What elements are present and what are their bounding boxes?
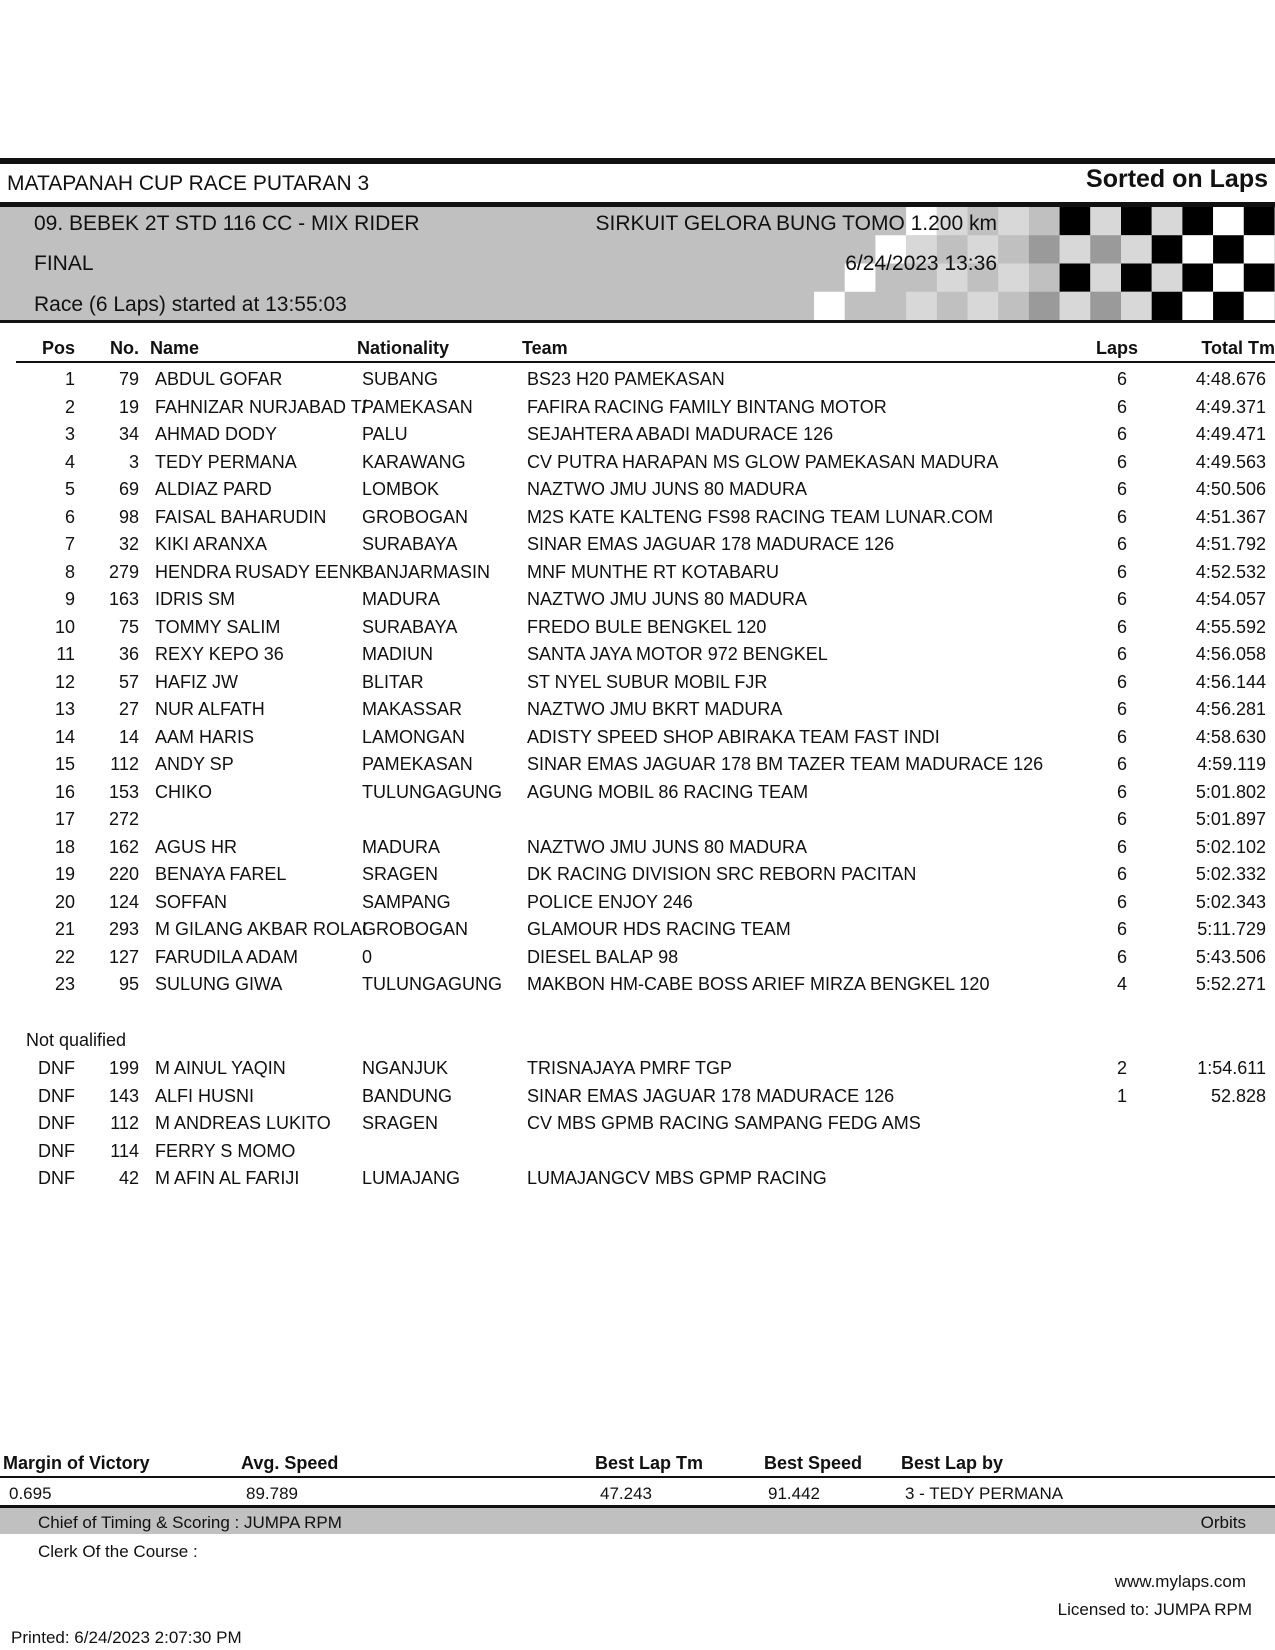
result-team: ADISTY SPEED SHOP ABIRAKA TEAM FAST INDI: [527, 726, 940, 747]
result-rider-name: M GILANG AKBAR ROLAI: [155, 919, 368, 939]
licensed-to: Licensed to: JUMPA RPM: [1057, 1600, 1252, 1619]
event-title: MATAPANAH CUP RACE PUTARAN 3: [7, 172, 370, 195]
result-pos: 10: [54, 616, 75, 637]
col-header-name: Name: [150, 338, 200, 358]
result-laps: 6: [1116, 754, 1127, 774]
result-pos: 19: [54, 864, 75, 884]
best-lap-tm-label: Best Lap Tm: [595, 1453, 704, 1473]
result-rider-name: HENDRA RUSADY EENK: [155, 561, 364, 582]
result-total-time: 4:50.506: [1195, 479, 1266, 499]
dnf-pos: DNF: [38, 1168, 75, 1188]
result-pos: 14: [54, 726, 75, 747]
result-rider-name: CHIKO: [155, 781, 213, 802]
result-team: SANTA JAYA MOTOR 972 BENGKEL: [527, 644, 828, 664]
result-rider-name: FAISAL BAHARUDIN: [155, 506, 327, 527]
result-nationality: MADIUN: [362, 644, 433, 664]
result-pos: 12: [54, 671, 75, 692]
result-number: 3: [128, 451, 139, 472]
result-pos: 21: [54, 919, 75, 939]
dnf-number: 143: [108, 1085, 139, 1106]
result-pos: 8: [64, 561, 75, 582]
dnf-rider-name: M AFIN AL FARIJI: [155, 1168, 300, 1188]
result-rider-name: ANDY SP: [155, 754, 234, 774]
best-speed-value: 91.442: [768, 1484, 820, 1503]
result-pos: 3: [64, 424, 75, 444]
result-team: DIESEL BALAP 98: [527, 946, 679, 967]
dnf-number: 199: [108, 1058, 139, 1078]
result-laps: 6: [1116, 369, 1127, 389]
result-nationality: SURABAYA: [362, 616, 458, 637]
result-rider-name: FARUDILA ADAM: [155, 946, 299, 967]
result-laps: 6: [1116, 864, 1127, 884]
result-total-time: 5:43.506: [1195, 946, 1266, 967]
result-team: ST NYEL SUBUR MOBIL FJR: [527, 671, 768, 692]
race-start-info: Race (6 Laps) started at 13:55:03: [34, 293, 347, 316]
result-rider-name: BENAYA FAREL: [155, 864, 287, 884]
result-number: 14: [118, 726, 139, 747]
result-rider-name: ALDIAZ PARD: [155, 479, 272, 499]
result-nationality: TULUNGAGUNG: [362, 781, 503, 802]
result-team: CV PUTRA HARAPAN MS GLOW PAMEKASAN MADURA: [527, 451, 999, 472]
result-number: 19: [118, 396, 139, 417]
result-nationality: PAMEKASAN: [362, 754, 473, 774]
result-pos: 1: [64, 369, 75, 389]
result-pos: 5: [64, 479, 75, 499]
result-nationality: KARAWANG: [362, 451, 466, 472]
chief-of-timing: Chief of Timing & Scoring : JUMPA RPM: [38, 1513, 342, 1532]
result-number: 293: [108, 919, 139, 939]
result-team: SINAR EMAS JAGUAR 178 BM TAZER TEAM MADURACE 126: [527, 754, 1044, 774]
best-lap-by-value: 3 - TEDY PERMANA: [905, 1484, 1064, 1503]
result-team: SINAR EMAS JAGUAR 178 MADURACE 126: [527, 534, 895, 554]
result-pos: 16: [54, 781, 75, 802]
result-nationality: GROBOGAN: [362, 919, 469, 939]
avg-speed-label: Avg. Speed: [241, 1453, 339, 1473]
result-total-time: 4:58.630: [1195, 726, 1266, 747]
margin-label: Margin of Victory: [3, 1453, 150, 1473]
dnf-number: 112: [110, 1113, 139, 1133]
orbits-label: Orbits: [1200, 1513, 1246, 1532]
result-pos: 6: [64, 506, 75, 527]
dnf-pos: DNF: [38, 1113, 75, 1133]
dnf-nationality: NGANJUK: [362, 1058, 449, 1078]
result-laps: 6: [1116, 781, 1127, 802]
result-number: 95: [118, 974, 139, 994]
result-nationality: GROBOGAN: [362, 506, 469, 527]
result-nationality: SURABAYA: [362, 534, 458, 554]
result-pos: 4: [64, 451, 75, 472]
result-rider-name: KIKI ARANXA: [155, 534, 268, 554]
result-total-time: 4:56.144: [1195, 671, 1266, 692]
result-laps: 6: [1116, 836, 1127, 857]
dnf-rider-name: M AINUL YAQIN: [155, 1058, 286, 1078]
result-total-time: 4:49.471: [1195, 424, 1266, 444]
result-number: 153: [108, 781, 139, 802]
result-team: M2S KATE KALTENG FS98 RACING TEAM LUNAR.COM: [527, 506, 994, 527]
result-rider-name: SULUNG GIWA: [155, 974, 283, 994]
dnf-rider-name: FERRY S MOMO: [155, 1140, 296, 1161]
dnf-team: CV MBS GPMB RACING SAMPANG FEDG AMS: [527, 1113, 921, 1133]
result-number: 272: [108, 809, 139, 829]
result-number: 127: [108, 946, 139, 967]
dnf-nationality: LUMAJANG: [362, 1168, 461, 1188]
avg-speed-value: 89.789: [246, 1484, 298, 1503]
result-rider-name: ABDUL GOFAR: [155, 369, 283, 389]
result-laps: 6: [1116, 561, 1127, 582]
result-rider-name: HAFIZ JW: [155, 671, 238, 692]
result-rider-name: TEDY PERMANA: [155, 451, 297, 472]
class-name: 09. BEBEK 2T STD 116 CC - MIX RIDER: [34, 212, 420, 235]
result-rider-name: IDRIS SM: [155, 589, 236, 609]
result-number: 57: [118, 671, 139, 692]
result-nationality: BANJARMASIN: [362, 561, 491, 582]
dnf-nationality: SRAGEN: [362, 1113, 439, 1133]
col-header-nationality: Nationality: [357, 338, 450, 358]
result-pos: 18: [54, 836, 75, 857]
header-bottom-rule: [0, 320, 1275, 323]
result-team: MNF MUNTHE RT KOTABARU: [527, 561, 780, 582]
result-team: NAZTWO JMU JUNS 80 MADURA: [527, 836, 808, 857]
dnf-rider-name: ALFI HUSNI: [155, 1085, 255, 1106]
result-nationality: PALU: [362, 424, 408, 444]
result-laps: 6: [1116, 946, 1127, 967]
result-team: SEJAHTERA ABADI MADURACE 126: [527, 424, 834, 444]
result-rider-name: NUR ALFATH: [155, 699, 265, 719]
result-nationality: SAMPANG: [362, 891, 451, 912]
result-number: 112: [110, 754, 139, 774]
result-nationality: SRAGEN: [362, 864, 439, 884]
dnf-laps: 2: [1116, 1058, 1127, 1078]
result-laps: 6: [1116, 506, 1127, 527]
result-rider-name: TOMMY SALIM: [155, 616, 281, 637]
dnf-team: TRISNAJAYA PMRF TGP: [527, 1058, 733, 1078]
result-rider-name: REXY KEPO 36: [155, 644, 284, 664]
result-number: 27: [118, 699, 139, 719]
result-total-time: 4:54.057: [1195, 589, 1266, 609]
result-nationality: LOMBOK: [362, 479, 440, 499]
not-qualified-label: Not qualified: [26, 1030, 127, 1050]
result-laps: 6: [1116, 809, 1127, 829]
result-laps: 6: [1116, 726, 1127, 747]
result-pos: 23: [54, 974, 75, 994]
result-laps: 6: [1116, 891, 1127, 912]
summary-rule: [0, 1476, 1275, 1478]
result-nationality: MAKASSAR: [362, 699, 463, 719]
result-number: 162: [108, 836, 139, 857]
dnf-number: 114: [110, 1140, 139, 1161]
result-total-time: 4:48.676: [1195, 369, 1266, 389]
best-lap-by-label: Best Lap by: [901, 1453, 1004, 1473]
result-laps: 6: [1116, 424, 1127, 444]
result-rider-name: AGUS HR: [155, 836, 238, 857]
result-team: FREDO BULE BENGKEL 120: [527, 616, 767, 637]
result-nationality: MADURA: [362, 589, 441, 609]
result-nationality: BLITAR: [362, 671, 424, 692]
result-number: 34: [118, 424, 139, 444]
result-rider-name: AHMAD DODY: [155, 424, 278, 444]
result-number: 75: [118, 616, 139, 637]
col-header-pos: Pos: [41, 338, 75, 358]
result-laps: 6: [1116, 451, 1127, 472]
result-pos: 11: [56, 644, 75, 664]
best-speed-label: Best Speed: [764, 1453, 863, 1473]
result-laps: 4: [1116, 974, 1127, 994]
result-laps: 6: [1116, 616, 1127, 637]
result-laps: 6: [1116, 479, 1127, 499]
result-nationality: TULUNGAGUNG: [362, 974, 503, 994]
printed-timestamp: Printed: 6/24/2023 2:07:30 PM: [11, 1628, 242, 1647]
result-total-time: 5:01.897: [1195, 809, 1266, 829]
result-pos: 13: [54, 699, 75, 719]
result-pos: 7: [64, 534, 75, 554]
result-nationality: SUBANG: [362, 369, 439, 389]
session-date: 6/24/2023 13:36: [845, 252, 997, 275]
result-pos: 9: [64, 589, 75, 609]
result-nationality: LAMONGAN: [362, 726, 466, 747]
dnf-pos: DNF: [38, 1140, 75, 1161]
circuit-name: SIRKUIT GELORA BUNG TOMO 1.200 km: [595, 212, 997, 235]
clerk-of-course: Clerk Of the Course :: [38, 1542, 198, 1561]
result-team: AGUNG MOBIL 86 RACING TEAM: [527, 781, 809, 802]
dnf-team: LUMAJANGCV MBS GPMP RACING: [527, 1168, 827, 1188]
result-total-time: 5:01.802: [1195, 781, 1266, 802]
result-team: MAKBON HM-CABE BOSS ARIEF MIRZA BENGKEL 120: [527, 974, 990, 994]
result-team: NAZTWO JMU JUNS 80 MADURA: [527, 589, 808, 609]
result-total-time: 4:59.119: [1197, 754, 1266, 774]
dnf-total-time: 52.828: [1210, 1085, 1266, 1106]
result-number: 36: [118, 644, 139, 664]
result-number: 220: [108, 864, 139, 884]
result-laps: 6: [1116, 396, 1127, 417]
table-header-rule: [16, 361, 1275, 363]
result-team: DK RACING DIVISION SRC REBORN PACITAN: [527, 864, 917, 884]
result-total-time: 4:49.563: [1195, 451, 1266, 472]
result-pos: 17: [54, 809, 75, 829]
result-nationality: MADURA: [362, 836, 441, 857]
result-number: 98: [118, 506, 139, 527]
result-total-time: 4:56.058: [1195, 644, 1266, 664]
dnf-number: 42: [118, 1168, 139, 1188]
result-team: NAZTWO JMU JUNS 80 MADURA: [527, 479, 808, 499]
result-pos: 2: [64, 396, 75, 417]
result-total-time: 4:52.532: [1195, 561, 1266, 582]
result-total-time: 5:02.332: [1195, 864, 1266, 884]
result-total-time: 4:51.367: [1195, 506, 1266, 527]
result-team: FAFIRA RACING FAMILY BINTANG MOTOR: [527, 396, 887, 417]
result-total-time: 4:56.281: [1195, 699, 1266, 719]
result-laps: 6: [1116, 699, 1127, 719]
col-header-team: Team: [522, 338, 568, 358]
result-laps: 6: [1116, 644, 1127, 664]
sort-label: Sorted on Laps: [1086, 165, 1268, 193]
result-laps: 6: [1116, 671, 1127, 692]
dnf-rider-name: M ANDREAS LUKITO: [155, 1113, 331, 1133]
dnf-total-time: 1:54.611: [1197, 1058, 1266, 1078]
dnf-pos: DNF: [38, 1085, 75, 1106]
result-total-time: 4:49.371: [1195, 396, 1266, 417]
result-team: BS23 H20 PAMEKASAN: [527, 369, 725, 389]
result-total-time: 5:02.102: [1195, 836, 1266, 857]
result-number: 69: [118, 479, 139, 499]
result-number: 79: [118, 369, 139, 389]
best-lap-tm-value: 47.243: [600, 1484, 652, 1503]
website-link[interactable]: www.mylaps.com: [1114, 1572, 1246, 1591]
dnf-pos: DNF: [38, 1058, 75, 1078]
result-laps: 6: [1116, 589, 1127, 609]
result-number: 279: [108, 561, 139, 582]
result-nationality: PAMEKASAN: [362, 396, 473, 417]
result-number: 124: [108, 891, 139, 912]
col-header-total: Total Tm: [1201, 338, 1275, 358]
result-total-time: 4:51.792: [1195, 534, 1266, 554]
result-total-time: 5:52.271: [1195, 974, 1266, 994]
result-pos: 22: [54, 946, 75, 967]
result-total-time: 5:02.343: [1195, 891, 1266, 912]
col-header-laps: Laps: [1096, 338, 1139, 358]
result-laps: 6: [1116, 919, 1127, 939]
result-number: 32: [118, 534, 139, 554]
result-team: GLAMOUR HDS RACING TEAM: [527, 919, 791, 939]
session-name: FINAL: [34, 252, 94, 275]
result-laps: 6: [1116, 534, 1127, 554]
margin-value: 0.695: [9, 1484, 52, 1503]
result-nationality: 0: [362, 946, 373, 967]
result-pos: 15: [54, 754, 75, 774]
result-team: NAZTWO JMU BKRT MADURA: [527, 699, 783, 719]
result-total-time: 5:11.729: [1197, 919, 1266, 939]
result-rider-name: SOFFAN: [155, 891, 228, 912]
dnf-nationality: BANDUNG: [362, 1085, 453, 1106]
result-rider-name: AAM HARIS: [155, 726, 255, 747]
result-rider-name: FAHNIZAR NURJABAD T/: [155, 396, 367, 417]
result-number: 163: [108, 589, 139, 609]
col-header-no: No.: [110, 338, 139, 358]
result-total-time: 4:55.592: [1195, 616, 1266, 637]
result-pos: 20: [54, 891, 75, 912]
result-team: POLICE ENJOY 246: [527, 891, 693, 912]
dnf-team: SINAR EMAS JAGUAR 178 MADURACE 126: [527, 1085, 895, 1106]
top-rule: [0, 158, 1275, 164]
dnf-laps: 1: [1116, 1085, 1127, 1106]
